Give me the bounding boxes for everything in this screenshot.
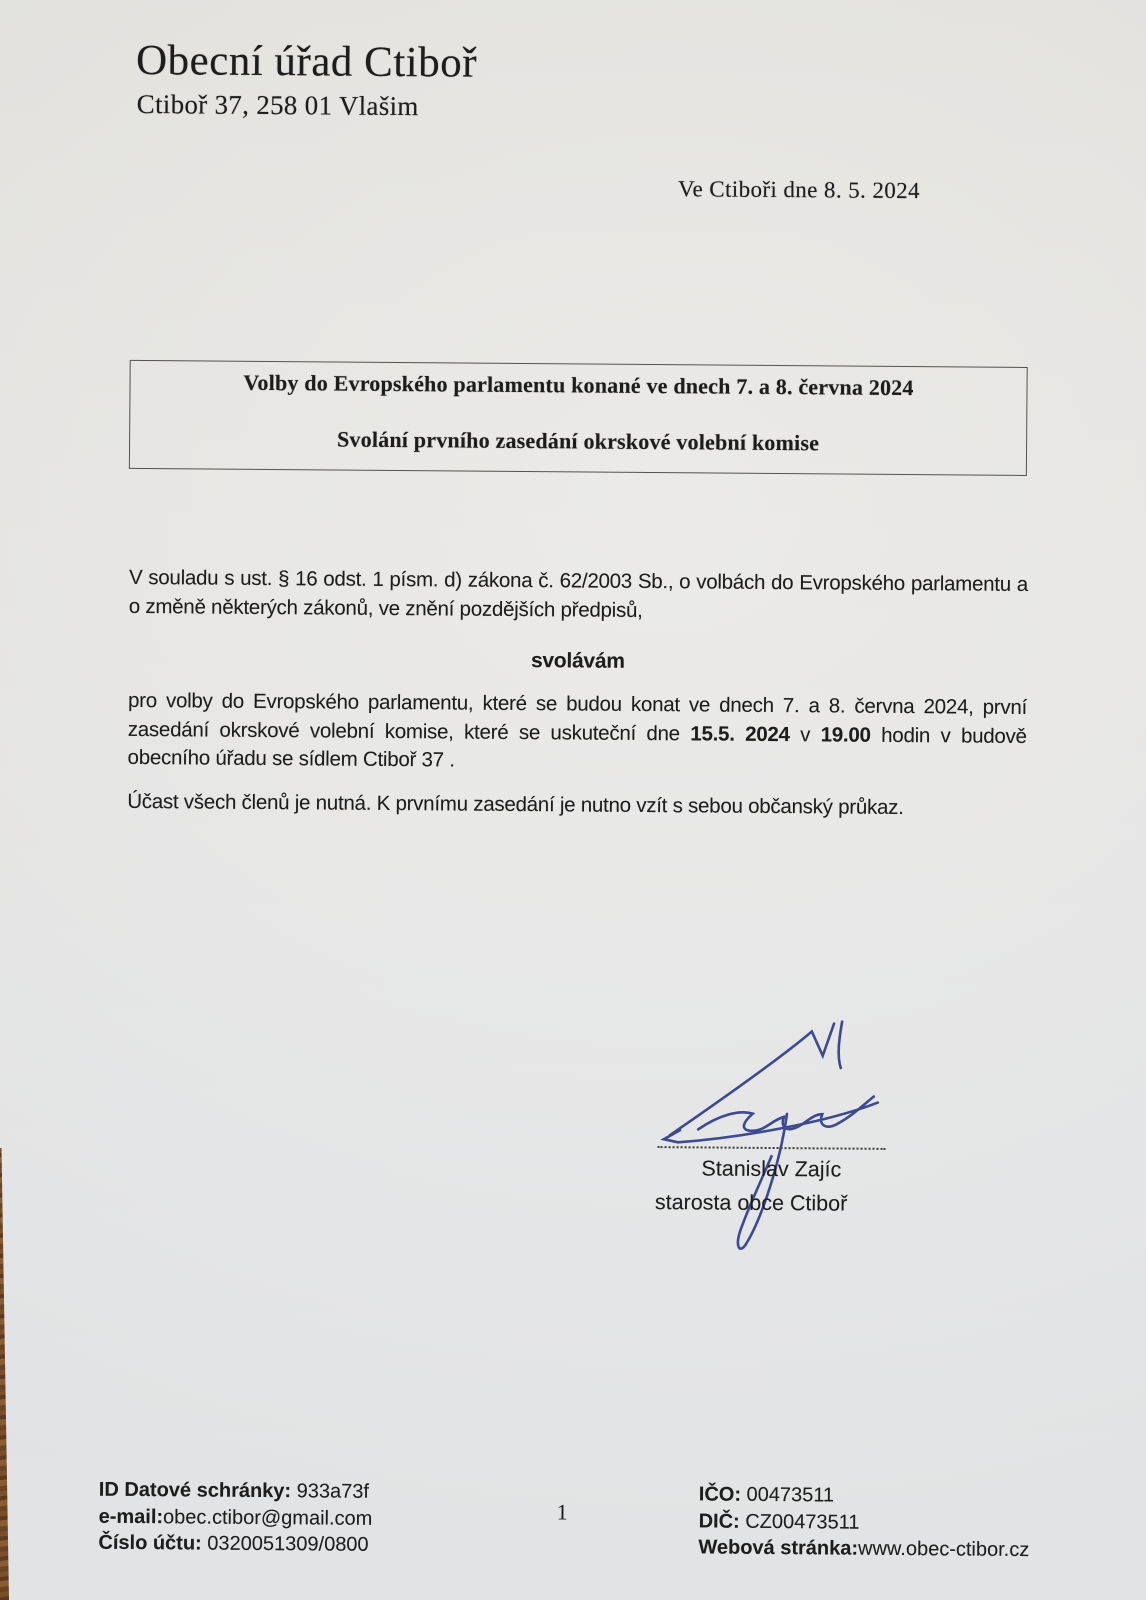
footer-registry-block <box>698 1481 1029 1563</box>
subject-title-elections: Volby do Evropského parlamentu konané ve dnech 7. a 8. června 2024 <box>243 369 914 401</box>
date-line: Ve Ctiboři dne 8. 5. 2024 <box>677 176 921 204</box>
footer-web-label: Webová stránka: <box>698 1536 859 1560</box>
footer-databox-label: ID Datové schránky: <box>98 1478 292 1503</box>
meeting-date: 15.5. 2024 <box>690 721 790 746</box>
paragraph-convocation <box>127 687 1027 780</box>
footer-ico-value: 00473511 <box>740 1483 835 1507</box>
footer-email-line <box>99 1503 373 1532</box>
footer-dic-value: CZ00473511 <box>739 1510 860 1534</box>
footer-web-value: www.obec-ctibor.cz <box>858 1537 1030 1562</box>
paragraph-legal-basis: V souladu s ust. § 16 odst. 1 písm. d) zákona č. 62/2003 Sb., o volbách do Evropského parlamentu a o změně některých zákonů, ve znění pozdějších předpisů, <box>128 565 1029 622</box>
footer-ico-line <box>699 1481 1030 1510</box>
emphasis-svolavam: svolávám <box>530 649 625 673</box>
signature-dotted-line <box>658 1124 886 1150</box>
letterhead-address: Ctiboř 37, 258 01 Vlašim <box>136 88 419 122</box>
footer-databox-line <box>99 1477 373 1506</box>
letterhead-office-name: Obecní úřad Ctiboř <box>135 36 478 87</box>
footer-dic-line <box>699 1508 1030 1537</box>
footer-ico-label: IČO: <box>698 1483 742 1506</box>
footer-email-value: obec.ctibor@gmail.com <box>163 1505 373 1530</box>
footer-account-line <box>98 1530 372 1559</box>
subject-box <box>129 360 1028 476</box>
subject-title-convocation: Svolání prvního zasedání okrskové volební komise <box>336 426 820 456</box>
footer-databox-value: 933a73f <box>291 1480 370 1503</box>
signatory-role: starosta obce Ctiboř <box>654 1190 848 1216</box>
footer-account-label: Číslo účtu: <box>98 1531 202 1555</box>
footer-contact-block <box>98 1477 372 1559</box>
footer-web-line <box>698 1534 1029 1563</box>
footer-email-label: e-mail: <box>98 1505 164 1528</box>
convocation-text-2: v <box>789 722 821 746</box>
page-number: 1 <box>556 1499 568 1525</box>
meeting-time: 19.00 <box>820 722 871 747</box>
footer-dic-label: DIČ: <box>698 1509 740 1533</box>
convocation-text-3: hodin v budově obecního úřadu se sídlem Ctiboř 37 . <box>127 723 1027 772</box>
convocation-text-1: pro volby do Evropského parlamentu, které se budou konat ve dnech 7. a 8. června 2024, první zasedání okrskové volební komise, které se uskuteční dne <box>127 688 1028 745</box>
footer-account-value: 0320051309/0800 <box>201 1532 369 1556</box>
signatory-name: Stanislav Zajíc <box>701 1156 842 1182</box>
paragraph-attendance: Účast všech členů je nutná. K prvnímu zasedání je nutno vzít s sebou občanský průkaz. <box>127 789 904 820</box>
